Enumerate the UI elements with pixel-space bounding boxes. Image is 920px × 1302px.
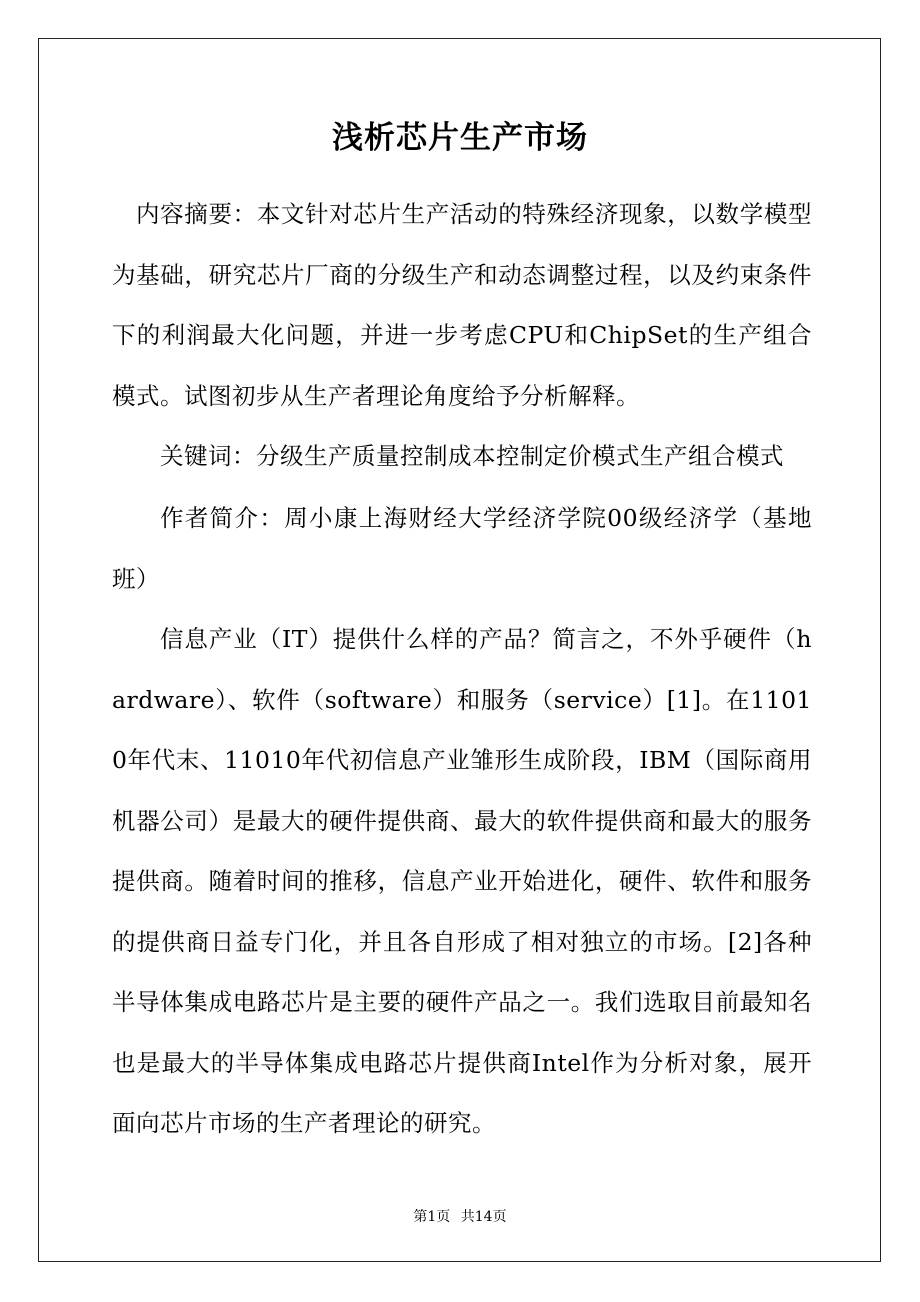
abstract-paragraph: 内容摘要：本文针对芯片生产活动的特殊经济现象，以数学模型为基础，研究芯片厂商的分级生产和动态调整过程，以及约束条件下的利润最大化问题，并进一步考虑CPU和ChipSet的生产组合模式。试图初步从生产者理论角度给予分析解释。: [112, 200, 812, 410]
document-title: 浅析芯片生产市场: [332, 120, 588, 156]
page-number: 第1页: [413, 1209, 451, 1225]
body-paragraph: 信息产业（IT）提供什么样的产品？简言之，不外乎硬件（hardware）、软件（software）和服务（service）[1]。在11010年代末、11010年代初信息产业雏形生成阶段，IBM（国际商用机器公司）是最大的硬件提供商、最大的软件提供商和最大的服务提供商。随着时间的推移，信息产业开始进化，硬件、软件和服务的提供商日益专门化，并且各自形成了相对独立的市场。[2]各种半导体集成电路芯片是主要的硬件产品之一。我们选取目前最知名也是最大的半导体集成电路芯片提供商Intel作为分析对象，展开面向芯片市场的生产者理论的研究。: [112, 625, 812, 1137]
page-total: 共14页: [460, 1209, 507, 1225]
page-footer: [0, 1206, 920, 1226]
keywords-paragraph: 关键词：分级生产质量控制成本控制定价模式生产组合模式: [160, 442, 784, 470]
author-paragraph: 作者简介：周小康上海财经大学经济学院00级经济学（基地班）: [112, 504, 812, 593]
